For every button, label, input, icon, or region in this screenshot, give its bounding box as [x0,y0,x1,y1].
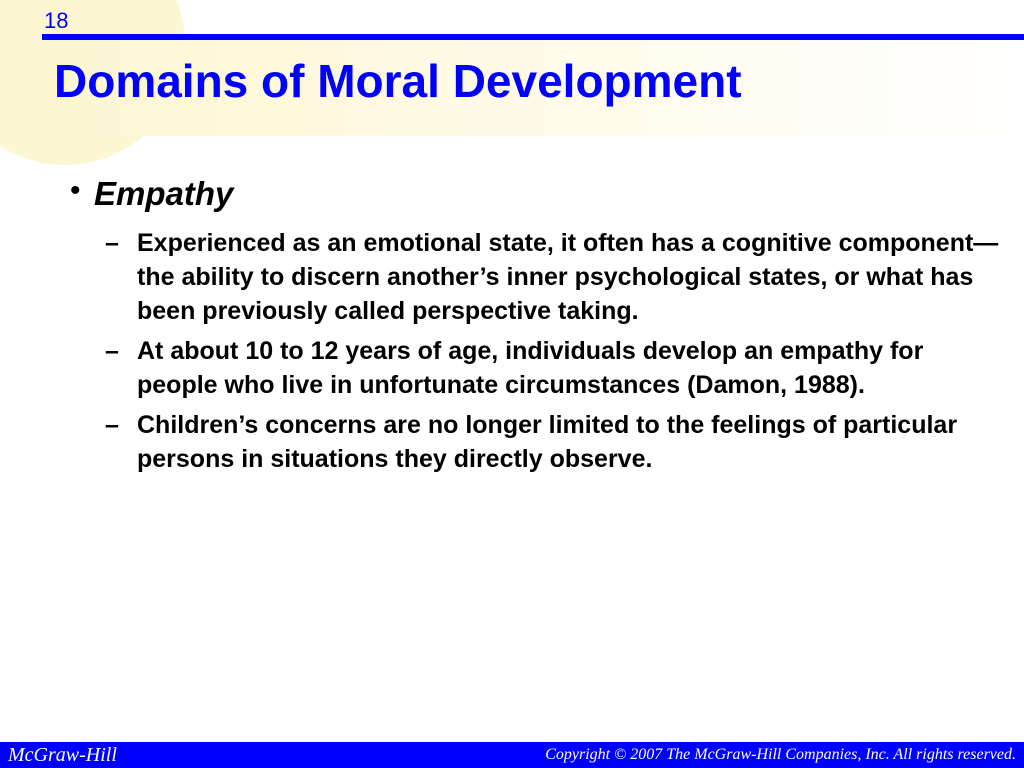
top-rule [42,34,1024,40]
bullet-label: Empathy [94,175,234,212]
footer-copyright: Copyright © 2007 The McGraw-Hill Companies, Inc. All rights reserved. [545,746,1016,763]
bullet-empathy [70,172,1000,216]
slide-title: Domains of Moral Development [54,55,742,107]
dash-icon: – [105,411,119,439]
slide-number: 18 [44,8,69,33]
sub-bullet-item [105,408,1000,476]
bullet-dot-icon: • [70,174,81,207]
dash-icon: – [105,229,119,257]
sub-bullet-text: Children’s concerns are no longer limited to the feelings of particular persons in situations they directly observe. [137,411,958,473]
footer-bar [0,742,1024,768]
slide-content [70,172,1000,482]
sub-bullet-item [105,226,1000,328]
sub-bullet-list [70,226,1000,476]
sub-bullet-text: Experienced as an emotional state, it often has a cognitive component—the ability to discern another’s inner psychological states, or what has been previously called perspective taking. [137,229,999,325]
dash-icon: – [105,337,119,365]
sub-bullet-item [105,334,1000,402]
footer-brand: McGraw-Hill [8,743,117,766]
sub-bullet-text: At about 10 to 12 years of age, individuals develop an empathy for people who live in unfortunate circumstances (Damon, 1988). [137,337,924,399]
